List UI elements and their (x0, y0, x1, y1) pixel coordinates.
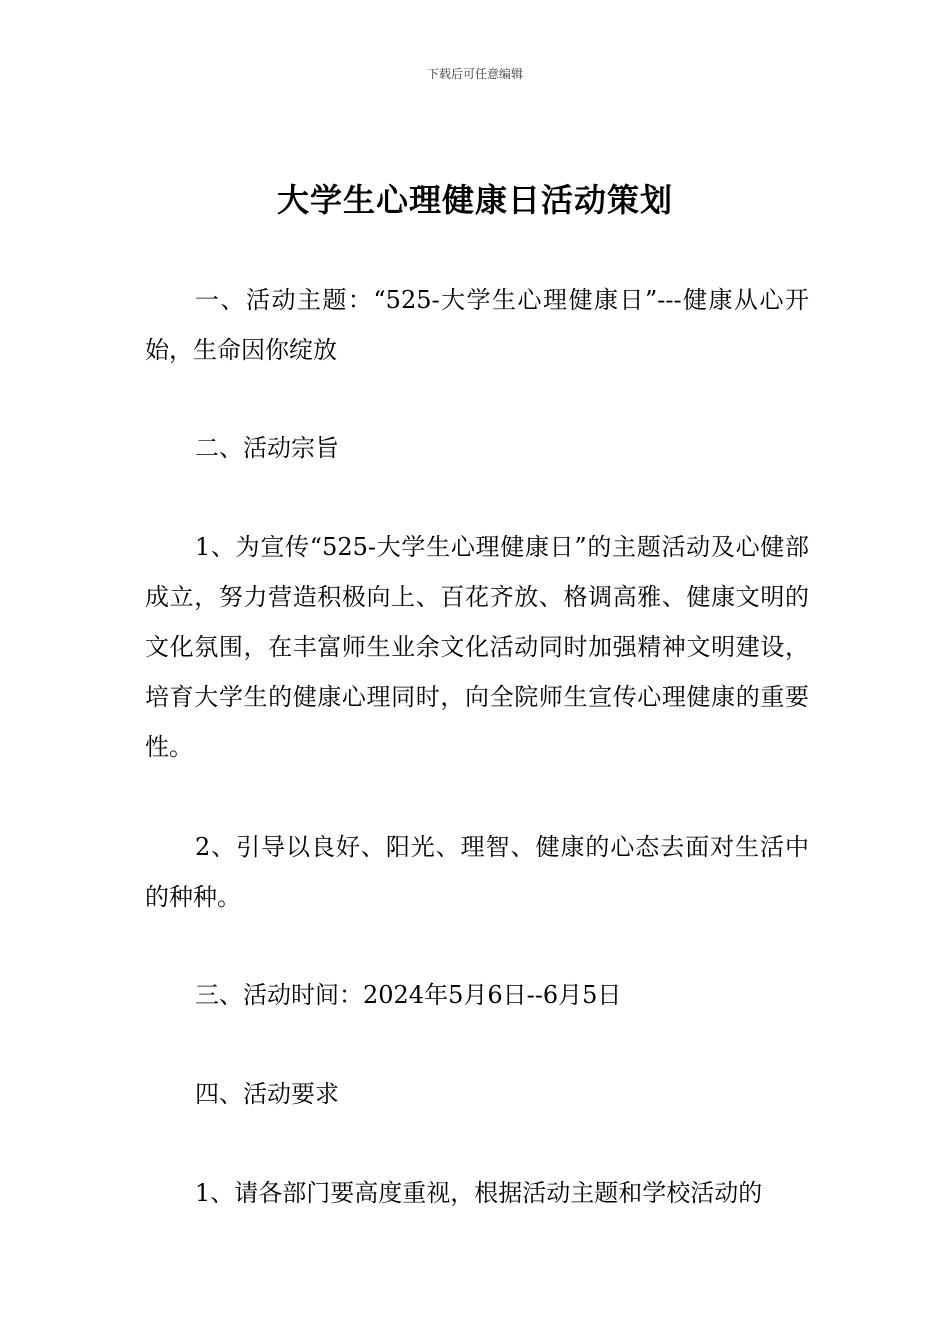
section-purpose-heading: 二、活动宗旨 (195, 434, 339, 462)
section-theme: 一、活动主题：“525-大学生心理健康日”---健康从心开始，生命因你绽放 (145, 286, 809, 364)
section-time: 三、活动时间：2024年5月6日--6月5日 (195, 981, 622, 1009)
purpose-item-2: 2、引导以良好、阳光、理智、健康的心态去面对生活中的种种。 (145, 833, 809, 911)
document-title: 大学生心理健康日活动策划 (276, 181, 673, 219)
purpose-item-1: 1、为宣传“525-大学生心理健康日”的主题活动及心健部成立，努力营造积极向上、百花齐放、格调高雅、健康文明的文化氛围，在丰富师生业余文化活动同时加强精神文明建设，培育大学生的健康心理同时，向全院师生宣传心理健康的重要性。 (145, 533, 809, 761)
requirement-item-1: 1、请各部门要高度重视，根据活动主题和学校活动的 (195, 1179, 763, 1207)
header-note: 下载后可任意编辑 (426, 67, 523, 81)
section-requirements-heading: 四、活动要求 (195, 1080, 339, 1108)
